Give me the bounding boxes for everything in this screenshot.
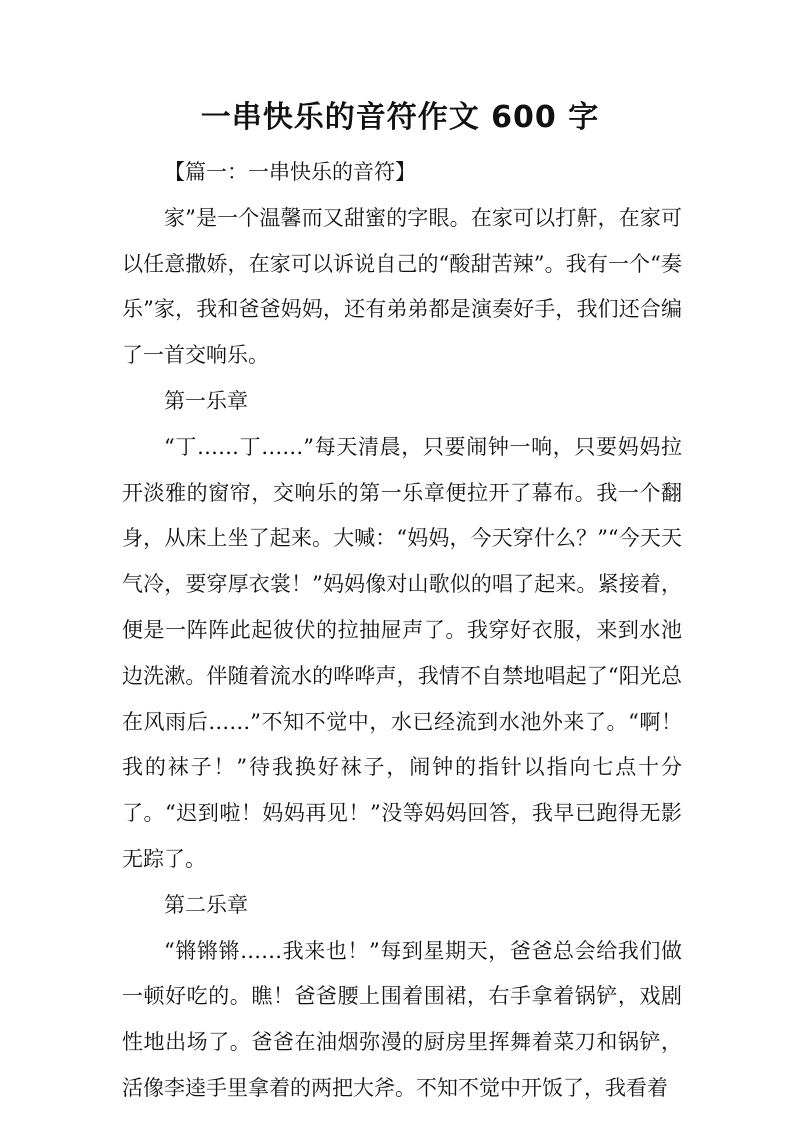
paragraph: “丁……丁……”每天清晨，只要闹钟一响，只要妈妈拉开淡雅的窗帘，交响乐的第一乐章便拉开了幕布。我一个翻身，从床上坐了起来。大喊：“妈妈，今天穿什么？”“今天天气冷，要穿厚衣裳！”妈妈像对山歌似的唱了起来。紧接着，便是一阵阵此起彼伏的拉抽屉声了。我穿好衣服，来到水池边洗漱。伴随着流水的哗哗声，我情不自禁地唱起了“阳光总在风雨后……”不知不觉中，水已经流到水池外来了。“啊！我的袜子！”待我换好袜子，闹钟的指针以指向七点十分了。“迟到啦！妈妈再见！”没等妈妈回答，我早已跑得无影无踪了。 (122, 434, 682, 871)
document-body (122, 150, 682, 1112)
document-title: 一串快乐的音符作文 600 字 (200, 100, 600, 135)
chapter-heading: 第二乐章 (164, 892, 248, 917)
paragraph: “锵锵锵……我来也！”每到星期天，爸爸总会给我们做一顿好吃的。瞧！爸爸腰上围着围裙，右手拿着锅铲，戏剧性地出场了。爸爸在油烟弥漫的厨房里挥舞着菜刀和锅铲，活像李逵手里拿着的两把大斧。不知不觉中开饭了，我看着 (122, 938, 682, 1100)
paragraph: 家”是一个温馨而又甜蜜的字眼。在家可以打鼾，在家可以任意撒娇，在家可以诉说自己的“酸甜苦辣”。我有一个“奏乐”家，我和爸爸妈妈，还有弟弟都是演奏好手，我们还合编了一首交响乐。 (122, 205, 682, 368)
section-heading: 【篇一：一串快乐的音符】 (164, 160, 416, 184)
chapter-heading: 第一乐章 (164, 388, 248, 413)
